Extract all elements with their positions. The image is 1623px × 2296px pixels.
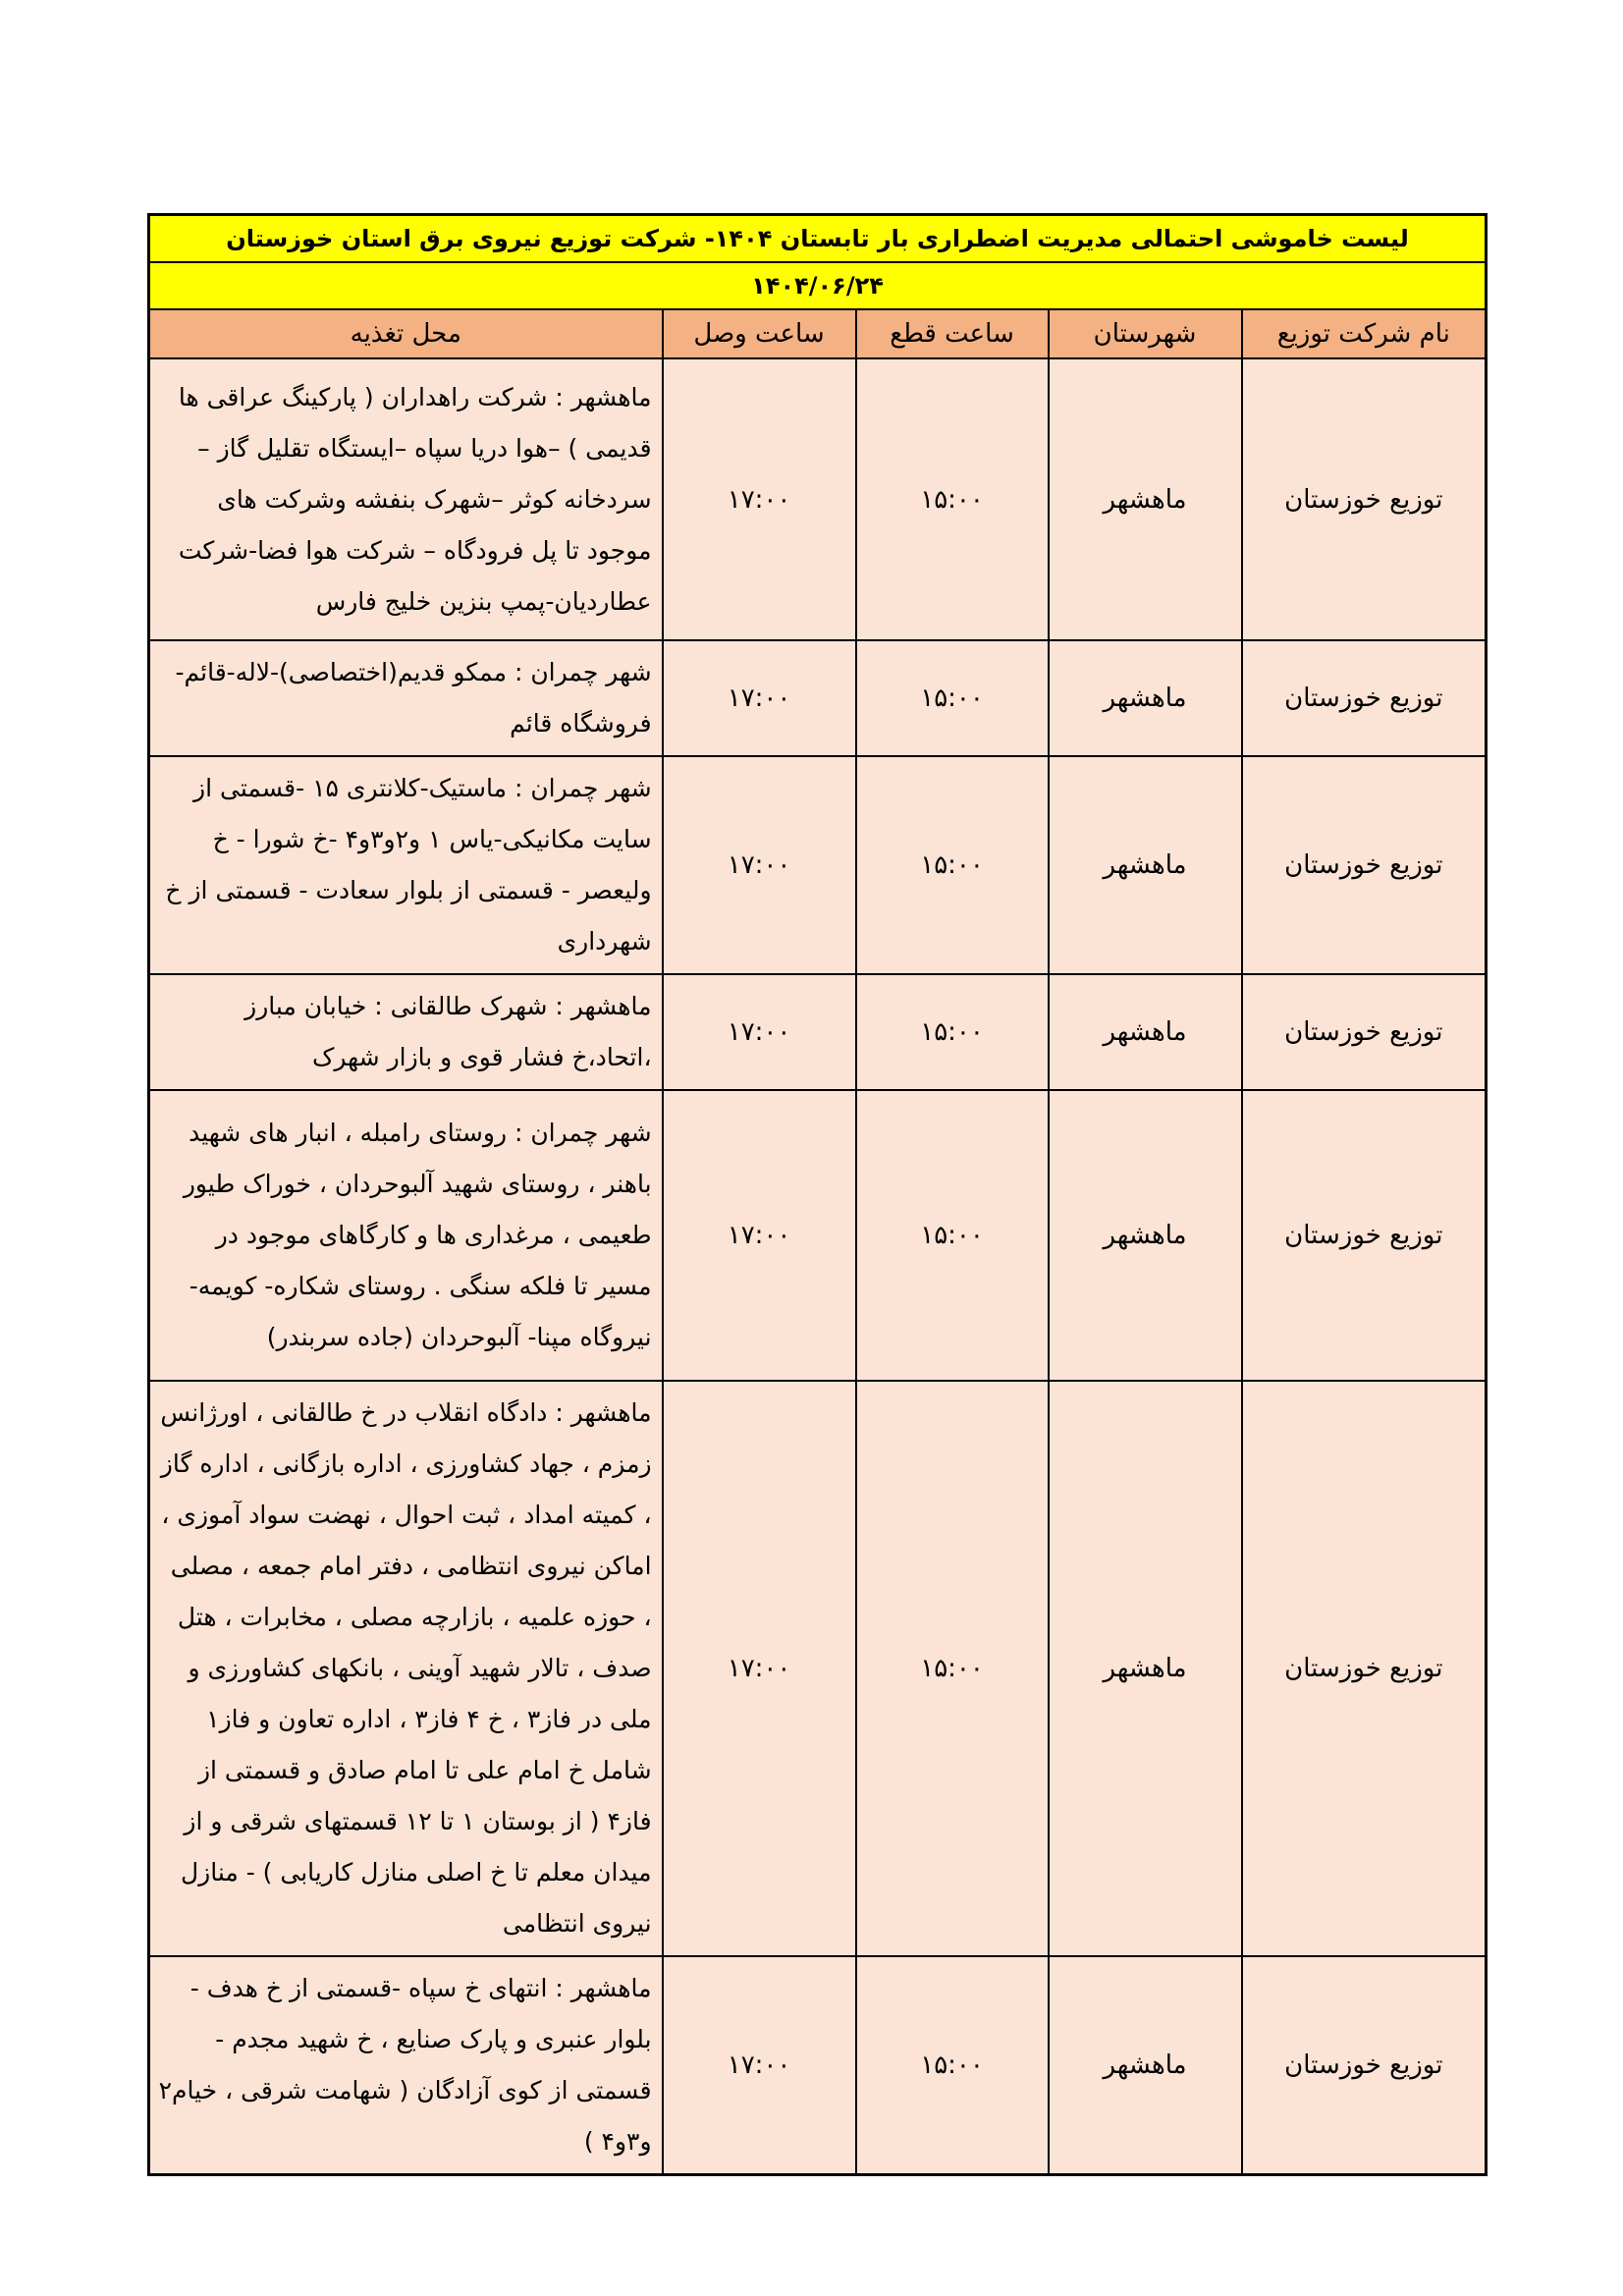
cell-connect-time: ۱۷:۰۰ [663, 640, 856, 756]
cell-city: ماهشهر [1049, 1956, 1242, 2175]
table-row [149, 974, 1487, 1090]
cell-city: ماهشهر [1049, 1090, 1242, 1381]
cell-company: توزیع خوزستان [1242, 1090, 1487, 1381]
cell-city: ماهشهر [1049, 640, 1242, 756]
table-row [149, 1381, 1487, 1956]
cell-cut-time: ۱۵:۰۰ [856, 756, 1049, 974]
cell-location: ماهشهر : شهرک طالقانی : خیابان مبارز ،اتحاد،خ فشار قوی و بازار شهرک [149, 974, 663, 1090]
cell-location: ماهشهر : دادگاه انقلاب در خ طالقانی ، اورژانس زمزم ، جهاد کشاورزی ، اداره بازگانی ، اداره گاز ، کمیته امداد ، ثبت احوال ، نهضت سواد آموزی ، اماکن نیروی انتظامی ، دفتر امام جمعه ، مصلی ، حوزه علمیه ، بازارچه مصلی ، مخابرات ، هتل صدف ، تالار شهید آوینی ، بانکهای کشاورزی و ملی در فاز۳ ، خ ۴ فاز۳ ، اداره تعاون و فاز۱ شامل خ امام علی تا امام صادق و قسمتی از فاز۴ ( از بوستان ۱ تا ۱۲ قسمتهای شرقی و از میدان معلم تا خ اصلی منازل کاریابی ) - منازل نیروی انتظامی [149, 1381, 663, 1956]
cell-cut-time: ۱۵:۰۰ [856, 1956, 1049, 2175]
cell-location: ماهشهر : انتهای خ سپاه -قسمتی از خ هدف - بلوار عنبری و پارک صنایع ، خ شهید مجدم - قسمتی از کوی آزادگان ( شهامت شرقی ، خیام۲ و۳و۴ ) [149, 1956, 663, 2175]
cell-cut-time: ۱۵:۰۰ [856, 1381, 1049, 1956]
cell-city: ماهشهر [1049, 1381, 1242, 1956]
cell-location: شهر چمران : ماستیک-کلانتری ۱۵ -قسمتی از سایت مکانیکی-یاس ۱ و۲و۳و۴ -خ شورا - خ ولیعصر - قسمتی از بلوار سعادت - قسمتی از خ شهرداری [149, 756, 663, 974]
cell-connect-time: ۱۷:۰۰ [663, 974, 856, 1090]
cell-connect-time: ۱۷:۰۰ [663, 1956, 856, 2175]
cell-company: توزیع خوزستان [1242, 1956, 1487, 2175]
cell-company: توزیع خوزستان [1242, 1381, 1487, 1956]
cell-city: ماهشهر [1049, 756, 1242, 974]
table-row [149, 1956, 1487, 2175]
header-connect-time: ساعت وصل [663, 309, 856, 358]
cell-cut-time: ۱۵:۰۰ [856, 358, 1049, 640]
header-city: شهرستان [1049, 309, 1242, 358]
header-company: نام شرکت توزیع [1242, 309, 1487, 358]
cell-company: توزیع خوزستان [1242, 640, 1487, 756]
table-row [149, 640, 1487, 756]
cell-company: توزیع خوزستان [1242, 358, 1487, 640]
cell-location: شهر چمران : روستای رامبله ، انبار های شهید باهنر ، روستای شهید آلبوحردان ، خوراک طیور طعیمی ، مرغداری ها و کارگاهای موجود در مسیر تا فلکه سنگی . روستای شکاره- کویمه- نیروگاه مپنا- آلبوحردان (جاده سربندر) [149, 1090, 663, 1381]
cell-connect-time: ۱۷:۰۰ [663, 756, 856, 974]
table-row [149, 1090, 1487, 1381]
cell-company: توزیع خوزستان [1242, 756, 1487, 974]
cell-city: ماهشهر [1049, 358, 1242, 640]
cell-location: شهر چمران : ممکو قدیم(اختصاصی)-لاله-قائم-فروشگاه قائم [149, 640, 663, 756]
cell-city: ماهشهر [1049, 974, 1242, 1090]
document-date: ۱۴۰۴/۰۶/۲۴ [149, 262, 1487, 309]
header-cut-time: ساعت قطع [856, 309, 1049, 358]
cell-connect-time: ۱۷:۰۰ [663, 1090, 856, 1381]
table-row [149, 756, 1487, 974]
cell-connect-time: ۱۷:۰۰ [663, 1381, 856, 1956]
header-row [149, 309, 1487, 358]
cell-connect-time: ۱۷:۰۰ [663, 358, 856, 640]
cell-cut-time: ۱۵:۰۰ [856, 974, 1049, 1090]
cell-cut-time: ۱۵:۰۰ [856, 1090, 1049, 1381]
header-location: محل تغذیه [149, 309, 663, 358]
document-title: لیست خاموشی احتمالی مدیریت اضطراری بار تابستان ۱۴۰۴- شرکت توزیع نیروی برق استان خوزستان [149, 215, 1487, 263]
cell-company: توزیع خوزستان [1242, 974, 1487, 1090]
table-row [149, 358, 1487, 640]
cell-location: ماهشهر : شرکت راهداران ( پارکینگ عراقی ها قدیمی ) –هوا دریا سپاه –ایستگاه تقلیل گاز –سردخانه کوثر –شهرک بنفشه وشرکت های موجود تا پل فرودگاه – شرکت هوا فضا-شرکت عطاردیان-پمپ بنزین خلیج فارس [149, 358, 663, 640]
title-row [149, 215, 1487, 263]
blackout-schedule-table [147, 213, 1488, 2176]
cell-cut-time: ۱۵:۰۰ [856, 640, 1049, 756]
date-row [149, 262, 1487, 309]
